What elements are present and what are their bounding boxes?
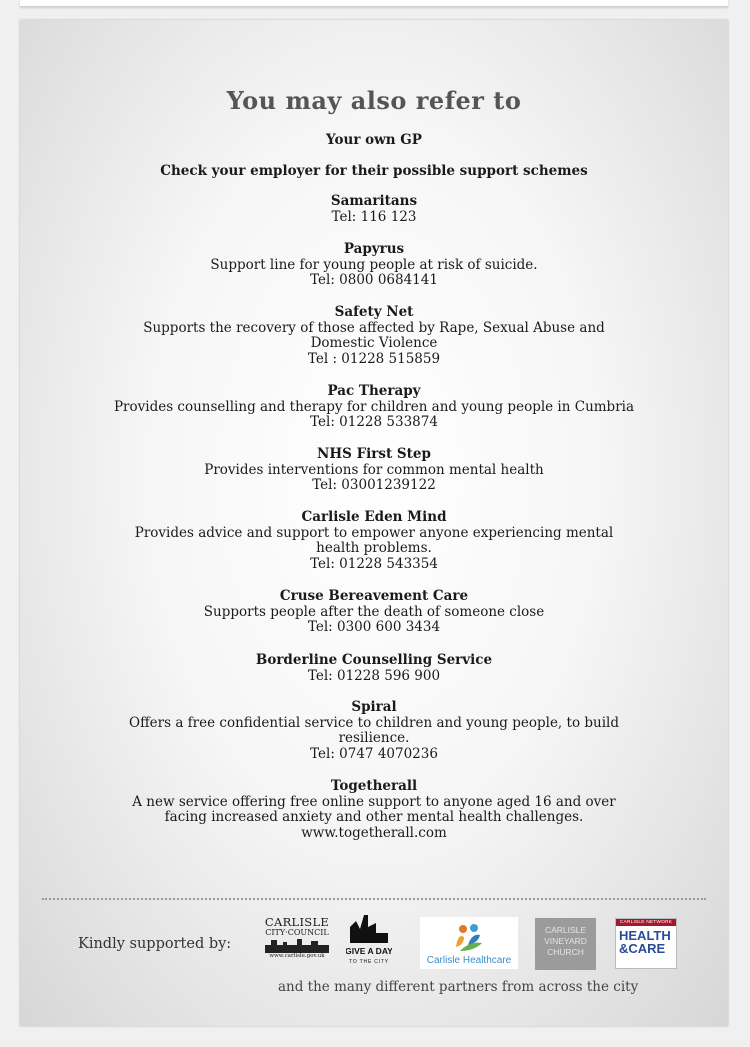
health-care-network-logo [615,918,677,969]
service-line: Supports people after the death of someone close [203,603,545,620]
service-carlisle-eden-mind [40,510,708,573]
service-title: Cruse Bereavement Care [279,588,469,604]
carlisle-council-logo [263,917,331,973]
service-line: Offers a free confidential service to children and young people, to build [129,714,619,731]
skyline-icon [263,939,331,953]
service-togetherall [40,779,708,842]
vineyard-line3: CHURCH [547,947,584,957]
service-samaritans [40,194,708,225]
service-title: Papyrus [343,241,405,257]
kindly-supported-label: Kindly supported by: [78,936,232,952]
council-logo-line2: CITY·COUNCIL [265,928,329,937]
service-title: Samaritans [330,193,418,209]
intro-line-employer: Check your employer for their possible support schemes [160,163,588,179]
service-line: Provides advice and support to empower anyone experiencing mental [134,524,614,541]
service-title: Borderline Counselling Service [255,652,493,668]
poster [20,20,728,1026]
service-title: Carlisle Eden Mind [301,509,447,525]
give-a-day-line2: TO THE CITY [349,959,389,965]
service-line: Tel: 0800 0684141 [310,272,438,289]
service-title: NHS First Step [317,446,431,462]
service-line: A new service offering free online support to anyone aged 16 and over [132,793,616,810]
previous-page-edge [20,0,728,7]
service-line: Domestic Violence [310,335,438,352]
service-link[interactable]: www.togetherall.com [301,825,447,842]
service-line: Tel: 0747 4070236 [310,746,438,763]
service-papyrus [40,242,708,289]
give-a-day-line1: GIVE A DAY [346,946,392,956]
network-line1: HEALTH [619,928,671,943]
service-borderline [40,653,708,684]
council-logo-url: www.carlisle.gov.uk [269,953,325,959]
partners-text: and the many different partners from across the city [278,979,639,995]
vineyard-church-logo [535,918,596,970]
service-line: Tel: 116 123 [331,208,417,225]
service-line: Tel: 01228 543354 [310,556,438,573]
service-line: Provides interventions for common mental health [204,461,544,478]
service-line: Tel: 03001239122 [312,477,436,494]
service-line: health problems. [316,540,432,557]
service-line: Support line for young people at risk of suicide. [210,256,538,273]
vineyard-line1: CARLISLE [544,925,587,935]
dotted-divider [42,898,706,900]
intro-line-gp: Your own GP [326,132,422,148]
service-title: Spiral [351,699,397,715]
service-line: facing increased anxiety and other mental health challenges. [164,809,584,826]
service-line: Tel: 01228 533874 [310,414,438,431]
service-safety-net [40,305,708,368]
service-title: Pac Therapy [327,383,421,399]
council-logo-line1: CARLISLE [264,915,330,929]
service-spiral [40,700,708,763]
service-nhs-first-step [40,447,708,494]
vineyard-line2: VINEYARD [544,936,587,946]
give-a-day-emblem [346,913,392,969]
carlisle-healthcare-logo [420,917,518,969]
service-cruse [40,589,708,636]
service-pac-therapy [40,384,708,431]
service-line: Tel: 0300 600 3434 [307,619,441,636]
people-icon [420,921,518,955]
network-caption: CARLISLE NETWORK [616,919,676,926]
service-line: Provides counselling and therapy for children and young people in Cumbria [113,398,635,415]
service-line: Tel : 01228 515859 [307,351,441,368]
network-line2: &CARE [619,941,666,956]
service-title: Safety Net [334,304,414,320]
give-a-day-logo [346,913,392,969]
healthcare-caption: Carlisle Healthcare [426,955,512,966]
page-title: You may also refer to [226,86,522,115]
service-line: resilience. [338,730,410,747]
service-line: Supports the recovery of those affected by Rape, Sexual Abuse and [143,319,605,336]
service-line: Tel: 01228 596 900 [307,667,441,684]
service-title: Togetherall [330,778,418,794]
